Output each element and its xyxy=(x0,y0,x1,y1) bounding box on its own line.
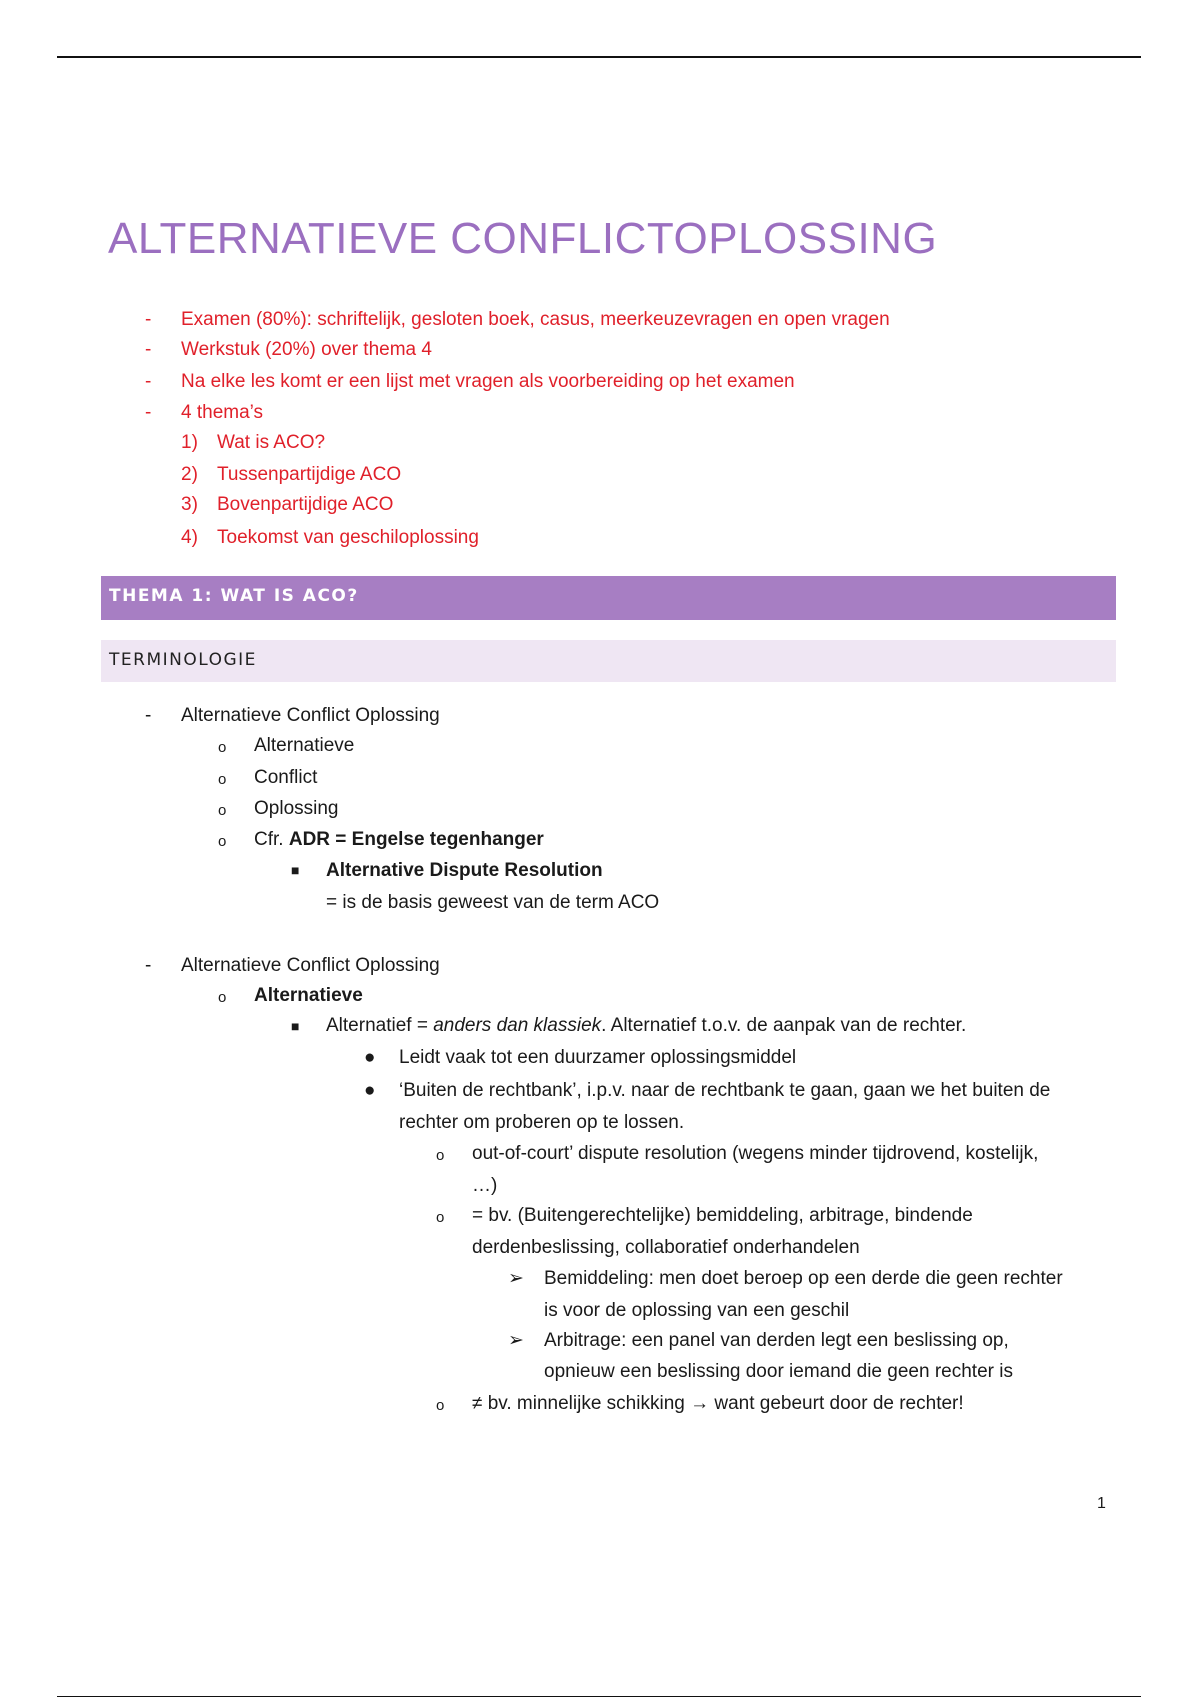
list-item xyxy=(254,828,544,852)
dash-bullet: - xyxy=(145,955,152,976)
top-rule xyxy=(57,56,1141,58)
dash-bullet: - xyxy=(145,371,152,392)
circle-bullet: o xyxy=(218,802,227,819)
subsection-heading: TERMINOLOGIE xyxy=(101,640,1116,682)
intro-exam: Examen (80%): schriftelijk, gesloten boek, casus, meerkeuzevragen en open vragen xyxy=(181,309,890,330)
circle-bullet: o xyxy=(436,1209,445,1226)
list-item: Leidt vaak tot een duurzamer oplossingsmiddel xyxy=(399,1047,797,1068)
theme-item: Tussenpartijdige ACO xyxy=(217,464,402,485)
text-segment: Cfr. xyxy=(254,829,289,850)
dash-bullet: - xyxy=(145,705,152,726)
list-item-continuation: rechter om proberen op te lossen. xyxy=(399,1112,685,1133)
dot-bullet: ● xyxy=(364,1080,376,1101)
theme-number: 2) xyxy=(181,464,198,485)
list-item: out-of-court’ dispute resolution (wegens minder tijdrovend, kostelijk, xyxy=(472,1143,1039,1164)
document-title: ALTERNATIEVE CONFLICTOPLOSSING xyxy=(108,214,938,263)
circle-bullet: o xyxy=(218,989,227,1006)
list-item: Alternatieve xyxy=(254,985,363,1006)
intro-paper: Werkstuk (20%) over thema 4 xyxy=(181,339,432,360)
page-number: 1 xyxy=(1097,1495,1106,1512)
bottom-rule xyxy=(57,1696,1141,1697)
circle-bullet: o xyxy=(436,1147,445,1164)
italic-text: anders dan klassiek xyxy=(433,1015,602,1036)
intro-questions: Na elke les komt er een lijst met vragen als voorbereiding op het examen xyxy=(181,371,795,392)
text-segment: Alternatief = xyxy=(326,1015,434,1036)
list-item: Arbitrage: een panel van derden legt een beslissing op, xyxy=(544,1330,1009,1351)
dot-bullet: ● xyxy=(364,1047,376,1068)
list-item-continuation: …) xyxy=(472,1175,498,1196)
theme-number: 1) xyxy=(181,432,198,453)
square-bullet: ■ xyxy=(291,1018,300,1034)
list-item: Bemiddeling: men doet beroep op een derde die geen rechter xyxy=(544,1268,1063,1289)
circle-bullet: o xyxy=(218,739,227,756)
theme-number: 4) xyxy=(181,527,198,548)
arrow-bullet: ➢ xyxy=(508,1330,524,1351)
list-item-continuation: is voor de oplossing van een geschil xyxy=(544,1300,850,1321)
intro-themes: 4 thema’s xyxy=(181,402,264,423)
circle-bullet: o xyxy=(218,771,227,788)
list-item: Alternatieve Conflict Oplossing xyxy=(181,955,440,976)
square-bullet: ■ xyxy=(291,862,300,878)
list-item-continuation: opnieuw een beslissing door iemand die geen rechter is xyxy=(544,1361,1013,1382)
theme-item: Wat is ACO? xyxy=(217,432,326,453)
list-item xyxy=(326,1014,966,1038)
theme-item: Toekomst van geschiloplossing xyxy=(217,527,479,548)
dash-bullet: - xyxy=(145,309,152,330)
text-segment: . Alternatief t.o.v. de aanpak van de rechter. xyxy=(601,1015,967,1036)
theme-number: 3) xyxy=(181,494,198,515)
section-heading: THEMA 1: WAT IS ACO? xyxy=(101,576,1116,620)
list-note: = is de basis geweest van de term ACO xyxy=(326,892,660,913)
circle-bullet: o xyxy=(218,833,227,850)
circle-bullet: o xyxy=(436,1397,445,1414)
list-item: Conflict xyxy=(254,767,318,788)
dash-bullet: - xyxy=(145,339,152,360)
list-item: ≠ bv. minnelijke schikking → want gebeurt door de rechter! xyxy=(472,1393,964,1414)
list-item: Alternatieve xyxy=(254,735,355,756)
arrow-bullet: ➢ xyxy=(508,1268,524,1289)
dash-bullet: - xyxy=(145,402,152,423)
bold-text: ADR = Engelse tegenhanger xyxy=(288,829,544,850)
list-item-continuation: derdenbeslissing, collaboratief onderhandelen xyxy=(472,1237,860,1258)
list-item: Oplossing xyxy=(254,798,339,819)
list-item: = bv. (Buitengerechtelijke) bemiddeling, arbitrage, bindende xyxy=(472,1205,973,1226)
list-item: ‘Buiten de rechtbank’, i.p.v. naar de rechtbank te gaan, gaan we het buiten de xyxy=(399,1080,1051,1101)
theme-item: Bovenpartijdige ACO xyxy=(217,494,394,515)
list-item: Alternatieve Conflict Oplossing xyxy=(181,705,440,726)
list-item: Alternative Dispute Resolution xyxy=(326,860,603,881)
